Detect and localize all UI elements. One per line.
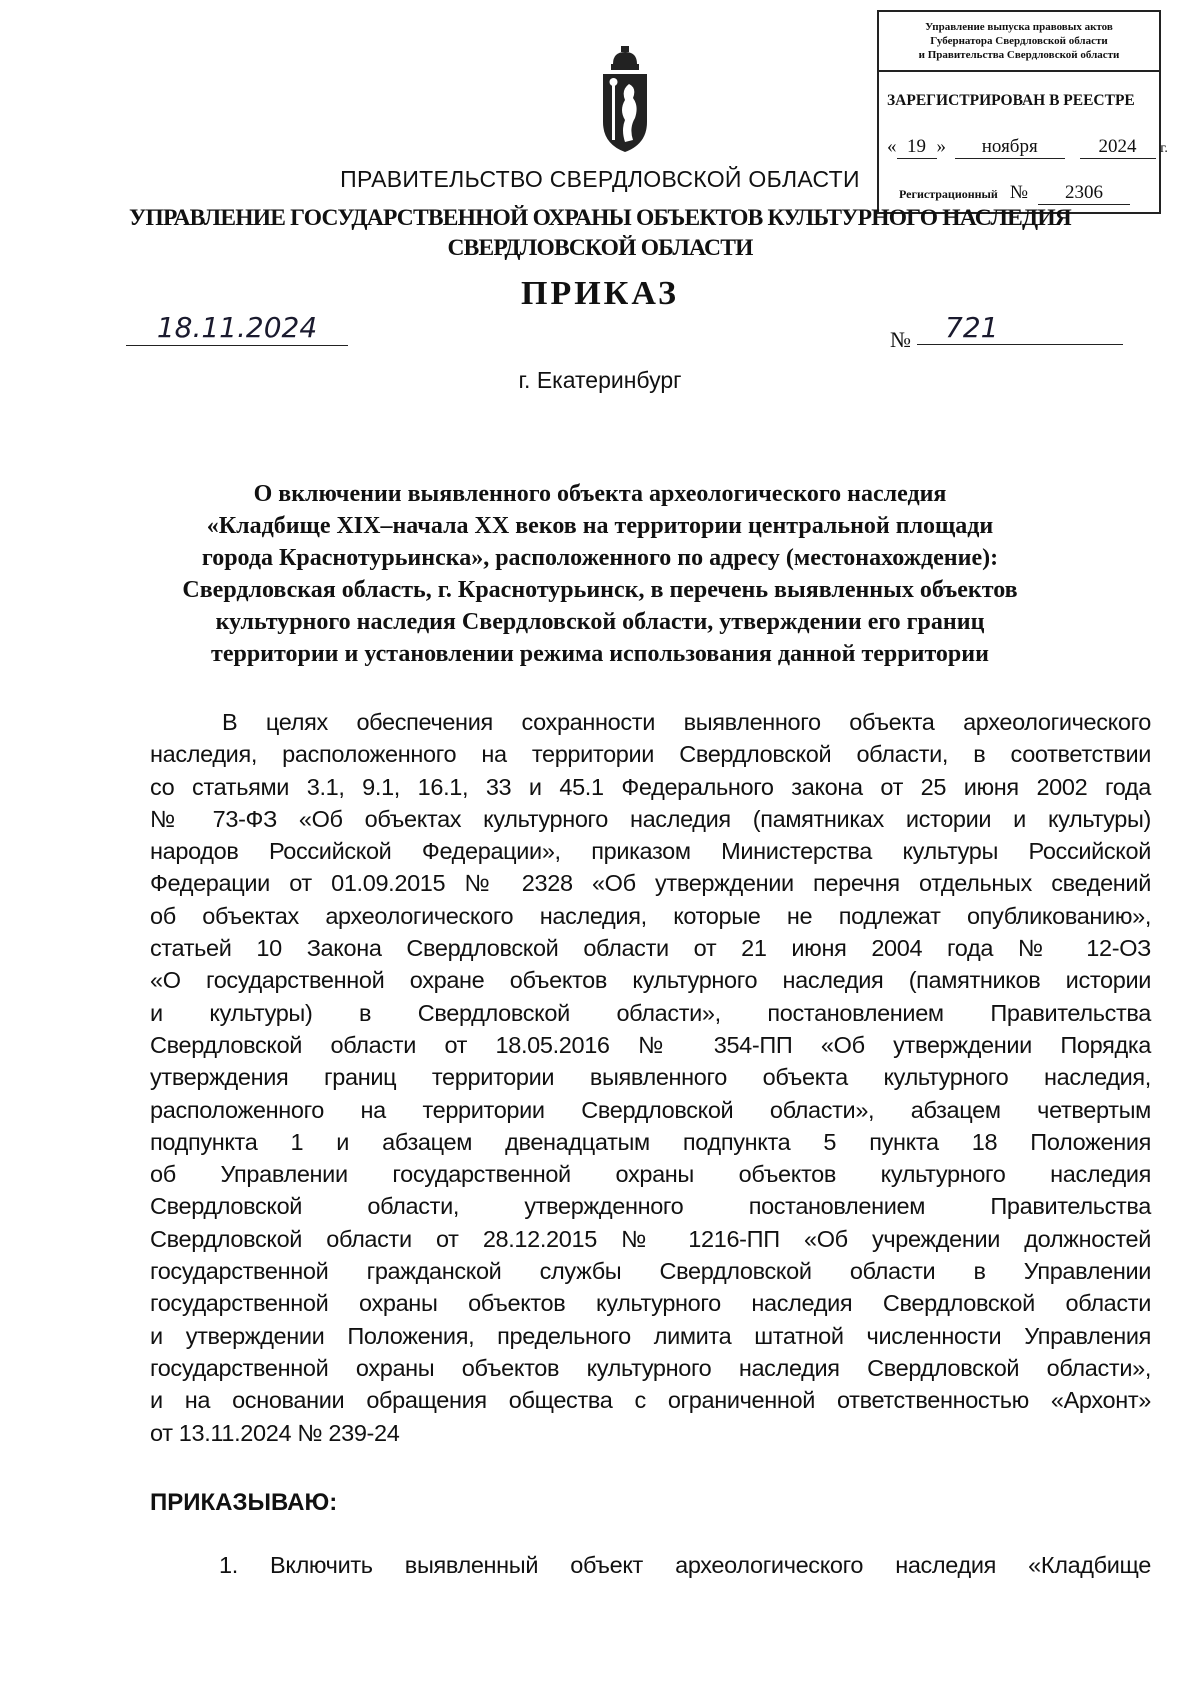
body-line: расположенного на территории Свердловской области», абзацем четвертым bbox=[150, 1096, 1151, 1123]
body-line: В целях обеспечения сохранности выявленного объекта археологического bbox=[222, 709, 1151, 735]
body-line: со статьями 3.1, 9.1, 16.1, 33 и 45.1 Федерального закона от 25 июня 2002 года bbox=[150, 773, 1151, 800]
document-type: ПРИКАЗ bbox=[521, 275, 679, 312]
title-line: «Кладбище XIX–начала XX веков на территории центральной площади bbox=[206, 513, 994, 539]
stamp-year: 2024 bbox=[1080, 136, 1156, 159]
body-line: и на основании обращения общества с ограниченной ответственностью «Архонт» bbox=[150, 1387, 1151, 1414]
coat-of-arms-icon bbox=[599, 44, 651, 154]
body-line: об Управлении государственной охраны объектов культурного наследия bbox=[150, 1161, 1151, 1188]
stamp-number-sign: № bbox=[1009, 182, 1028, 203]
body-line: государственной охраны объектов культурного наследия Свердловской области bbox=[150, 1290, 1151, 1317]
body-line: утверждения границ территории выявленного объекта культурного наследия, bbox=[150, 1064, 1151, 1091]
body-line: № 73-ФЗ «Об объектах культурного наследия (памятниках истории и культуры) bbox=[150, 805, 1151, 832]
body-line: Федерации от 01.09.2015 № 2328 «Об утверждении перечня отдельных сведений bbox=[150, 870, 1151, 897]
order-word: ПРИКАЗЫВАЮ: bbox=[150, 1489, 338, 1516]
title-line: Свердловская область, г. Краснотурьинск, в перечень выявленных объектов bbox=[182, 577, 1018, 603]
body-line: Свердловской области от 18.05.2016 № 354-ПП «Об утверждении Порядка bbox=[150, 1031, 1151, 1058]
department-name-line: СВЕРДЛОВСКОЙ ОБЛАСТИ bbox=[447, 235, 753, 261]
document-number: 721 bbox=[917, 311, 1123, 345]
body-line: Свердловской области от 28.12.2015 № 1216-ПП «Об учреждении должностей bbox=[150, 1225, 1151, 1252]
body-line: и культуры) в Свердловской области», постановлением Правительства bbox=[150, 999, 1151, 1026]
department-name bbox=[0, 203, 1200, 263]
body-line: об объектах археологического наследия, которые не подлежат опубликованию», bbox=[150, 902, 1151, 929]
stamp-close-quote: » bbox=[936, 136, 946, 157]
body-line: государственной гражданской службы Свердловской области в Управлении bbox=[150, 1258, 1151, 1285]
stamp-registered-label: ЗАРЕГИСТРИРОВАН В РЕЕСТРЕ bbox=[887, 92, 1135, 109]
body-line: Свердловской области, утвержденного постановлением Правительства bbox=[150, 1193, 1151, 1220]
stamp-number-label: Регистрационный bbox=[899, 187, 998, 201]
body-line: и утверждении Положения, предельного лимита штатной численности Управления bbox=[150, 1322, 1151, 1349]
title-line: города Краснотурьинска», расположенного по адресу (местонахождение): bbox=[201, 545, 999, 571]
stamp-month: ноября bbox=[955, 136, 1065, 159]
stamp-number-value: 2306 bbox=[1038, 182, 1130, 205]
department-name-line: УПРАВЛЕНИЕ ГОСУДАРСТВЕННОЙ ОХРАНЫ ОБЪЕКТОВ КУЛЬТУРНОГО НАСЛЕДИЯ bbox=[129, 205, 1071, 231]
body-line: наследия, расположенного на территории Свердловской области, в соответствии bbox=[150, 741, 1151, 768]
stamp-header-line: Губернатора Свердловской области bbox=[930, 35, 1108, 47]
government-name: ПРАВИТЕЛЬСТВО СВЕРДЛОВСКОЙ ОБЛАСТИ bbox=[340, 166, 860, 192]
title-line: О включении выявленного объекта археологического наследия bbox=[253, 481, 947, 507]
document-number-label: № bbox=[890, 327, 911, 352]
stamp-date bbox=[887, 136, 1168, 159]
body-line: подпункта 1 и абзацем двенадцатым подпункта 5 пункта 18 Положения bbox=[150, 1128, 1151, 1155]
title-line: культурного наследия Свердловской области, утверждении его границ bbox=[215, 609, 985, 635]
document-title bbox=[130, 478, 1070, 670]
body-line: народов Российской Федерации», приказом Министерства культуры Российской bbox=[150, 838, 1151, 865]
stamp-open-quote: « bbox=[887, 136, 897, 157]
stamp-header-line: и Правительства Свердловской области bbox=[918, 49, 1120, 61]
body-line: государственной охраны объектов культурного наследия Свердловской области», bbox=[150, 1354, 1151, 1381]
title-line: территории и установлении режима использования данной территории bbox=[211, 641, 989, 667]
body-line: «О государственной охране объектов культурного наследия (памятников истории bbox=[150, 967, 1151, 994]
document-date: 18.11.2024 bbox=[126, 311, 348, 346]
city: г. Екатеринбург bbox=[518, 367, 682, 393]
order-item-1: 1. Включить выявленный объект археологического наследия «Кладбище bbox=[219, 1552, 1151, 1578]
body-line: от 13.11.2024 № 239-24 bbox=[150, 1419, 400, 1446]
body-line: статьей 10 Закона Свердловской области от 21 июня 2004 года № 12-ОЗ bbox=[150, 935, 1151, 962]
stamp-header bbox=[879, 12, 1159, 72]
body-paragraph bbox=[150, 706, 1151, 1449]
stamp-day: 19 bbox=[897, 136, 937, 159]
stamp-header-line: Управление выпуска правовых актов bbox=[925, 21, 1113, 33]
stamp-year-suffix: г. bbox=[1160, 141, 1168, 156]
